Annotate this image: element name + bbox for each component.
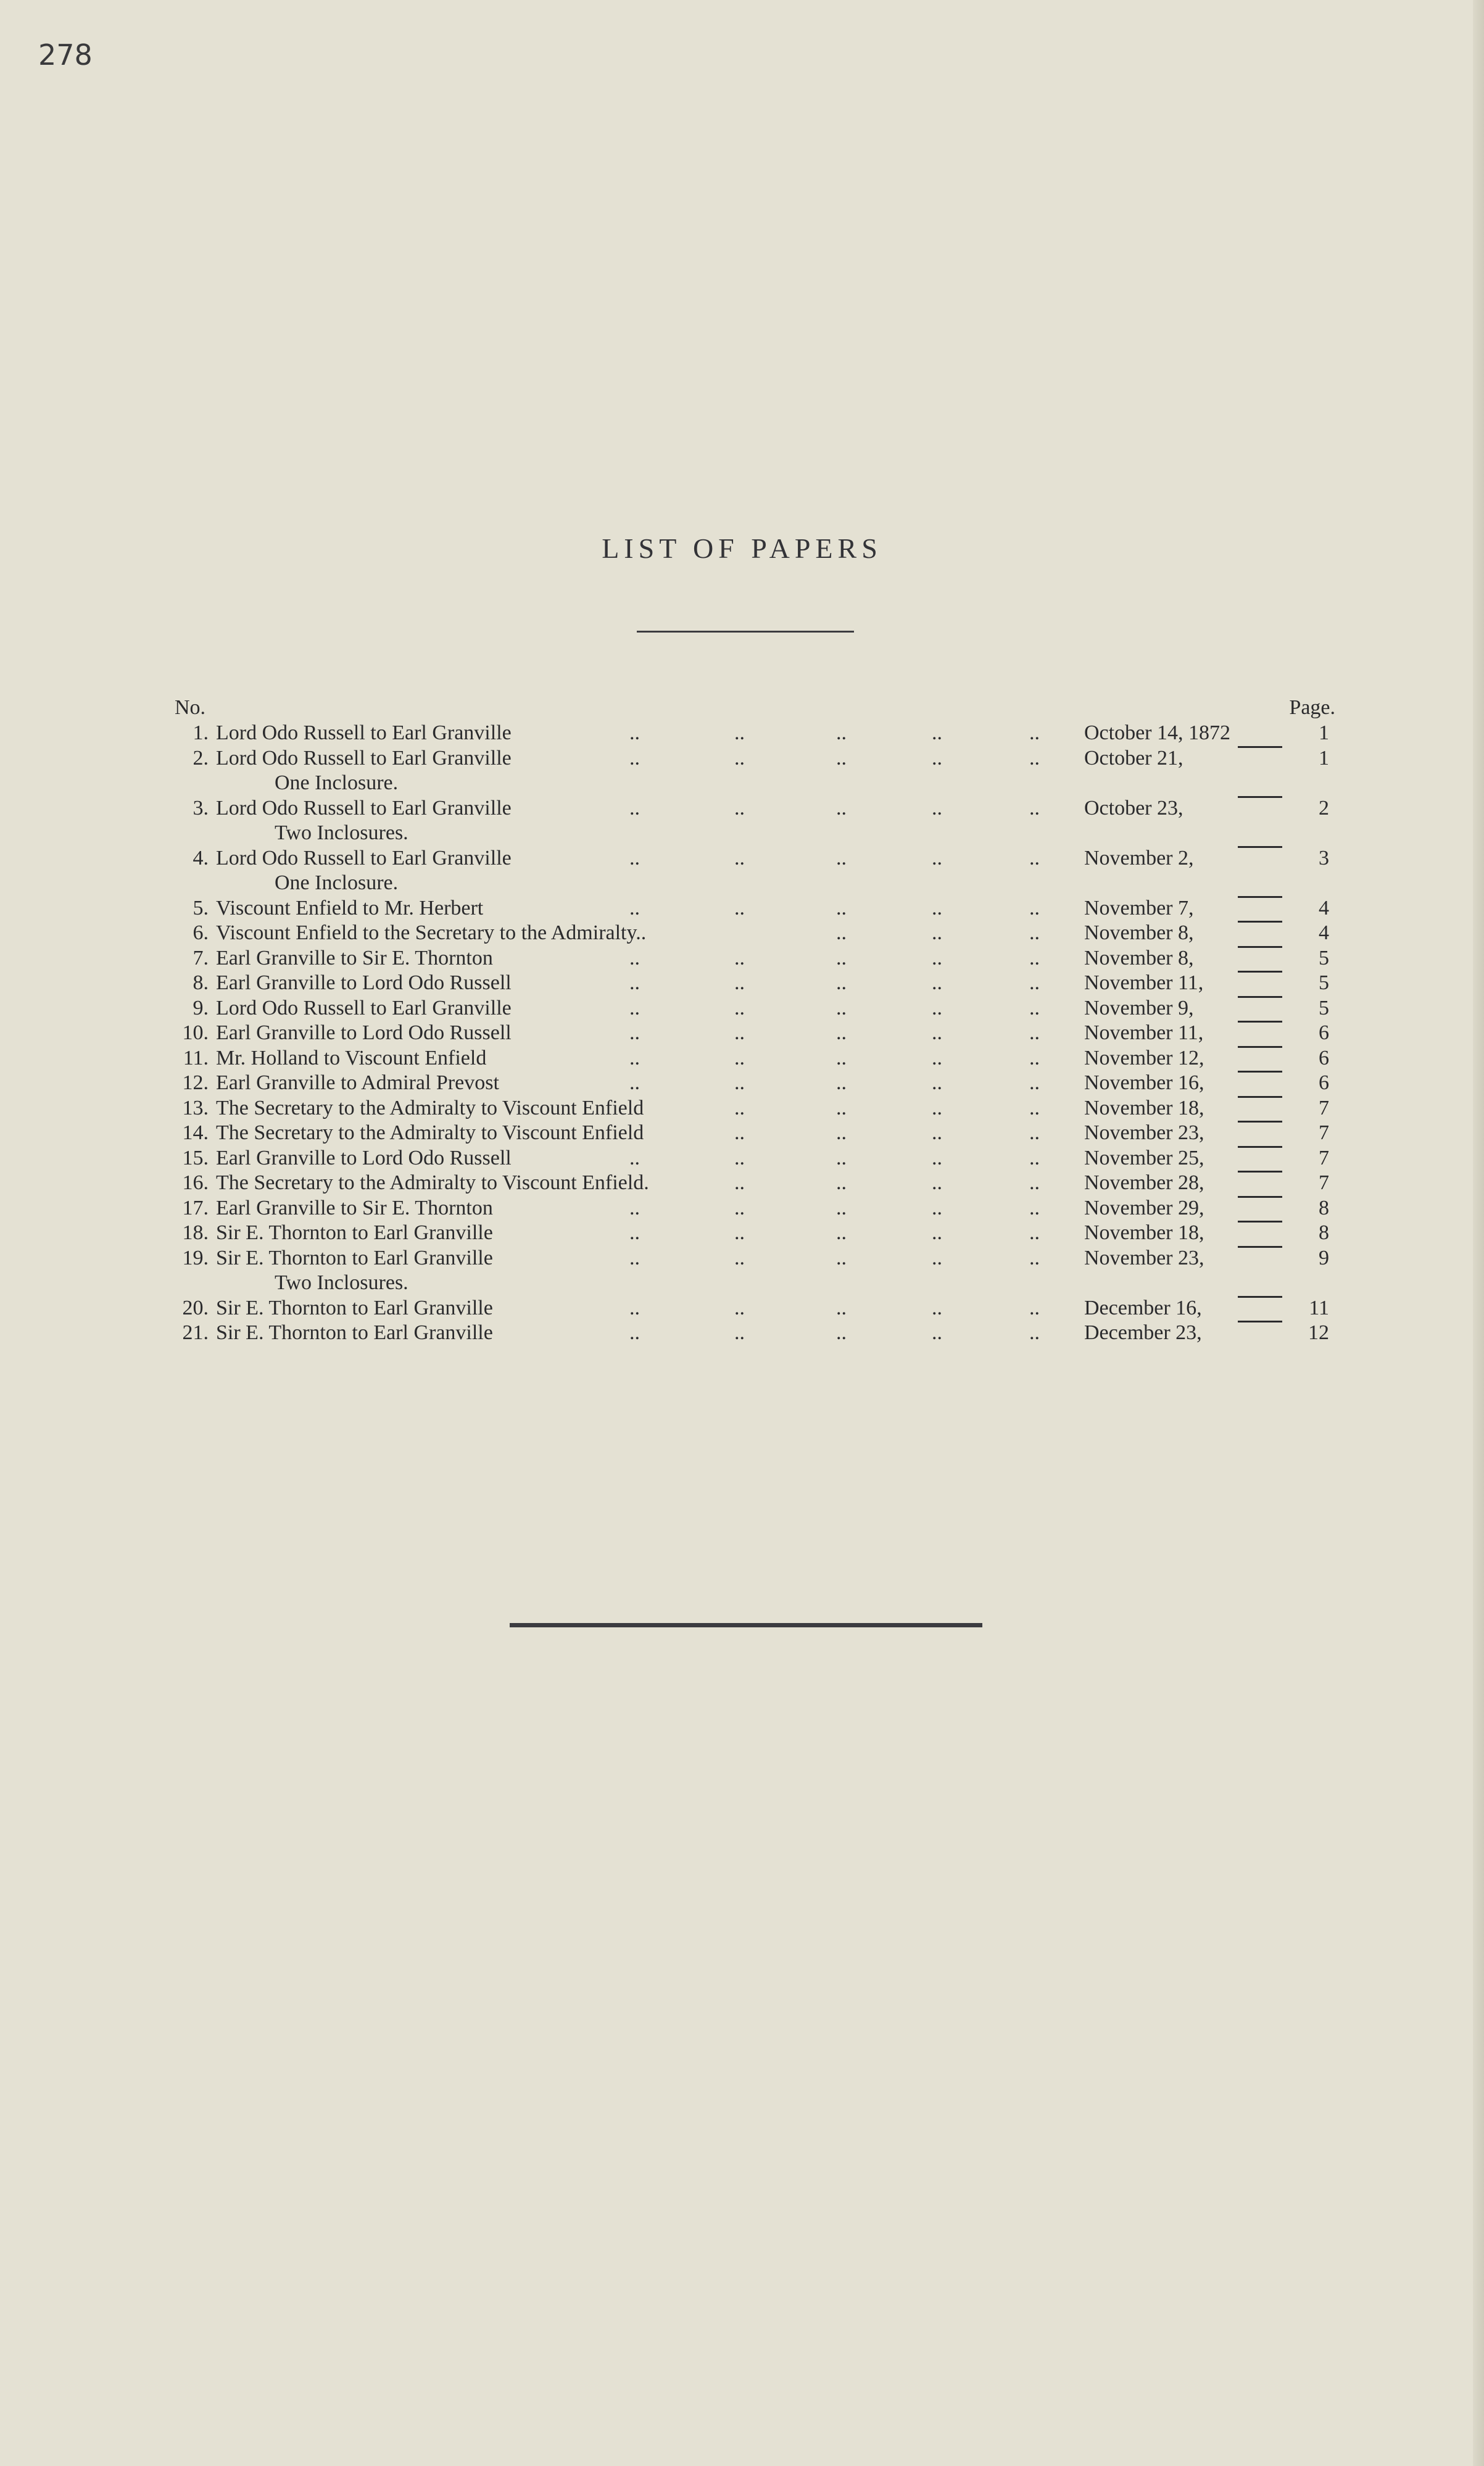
entry-number: 8. bbox=[193, 971, 209, 994]
entry-description: Earl Granville to Admiral Prevost bbox=[216, 1071, 499, 1094]
entry-page: 6 bbox=[1319, 1071, 1329, 1094]
leader-dots: .. bbox=[932, 1146, 942, 1169]
leader-dots: .. bbox=[629, 896, 640, 920]
list-item-line bbox=[0, 846, 1484, 871]
leader-dots: .. bbox=[1029, 1046, 1040, 1069]
leader-dots: .. bbox=[734, 1171, 745, 1194]
entry-number: 17. bbox=[182, 1196, 209, 1219]
entry-date: October 14, 1872 bbox=[1084, 721, 1231, 744]
leader-dots: .. bbox=[629, 721, 640, 744]
leader-dots: .. bbox=[1029, 1246, 1040, 1269]
leader-dots: .. bbox=[836, 1171, 847, 1194]
ditto-rule bbox=[1238, 996, 1282, 998]
ditto-rule bbox=[1238, 846, 1282, 848]
entry-page: 7 bbox=[1319, 1121, 1329, 1144]
ditto-rule bbox=[1238, 1321, 1282, 1322]
leader-dots: .. bbox=[629, 1046, 640, 1069]
leader-dots: .. bbox=[1029, 971, 1040, 994]
leader-dots: .. bbox=[836, 1146, 847, 1169]
leader-dots: .. bbox=[932, 746, 942, 770]
list-item bbox=[0, 1021, 1484, 1046]
leader-dots: .. bbox=[629, 1071, 640, 1094]
leader-dots: .. bbox=[629, 1196, 640, 1219]
list-item-line bbox=[0, 796, 1484, 821]
leader-dots: .. bbox=[629, 1221, 640, 1244]
leader-dots: .. bbox=[836, 721, 847, 744]
leader-dots: .. bbox=[734, 896, 745, 920]
ditto-rule bbox=[1238, 1171, 1282, 1173]
list-item bbox=[0, 796, 1484, 846]
entry-date: December 16, bbox=[1084, 1296, 1202, 1319]
leader-dots: .. bbox=[836, 746, 847, 770]
list-item bbox=[0, 921, 1484, 946]
leader-dots: .. bbox=[1029, 1121, 1040, 1144]
list-item-line bbox=[0, 721, 1484, 746]
page-title: LIST OF PAPERS bbox=[602, 533, 882, 564]
entry-description: Lord Odo Russell to Earl Granville bbox=[216, 796, 512, 820]
entry-inclosure: Two Inclosures. bbox=[275, 1271, 408, 1294]
column-header-page: Page. bbox=[1289, 696, 1335, 719]
entry-number: 1. bbox=[193, 721, 209, 744]
list-item bbox=[0, 1321, 1484, 1346]
leader-dots: .. bbox=[932, 921, 942, 944]
entry-page: 8 bbox=[1319, 1196, 1329, 1219]
leader-dots: .. bbox=[836, 971, 847, 994]
list-item bbox=[0, 1071, 1484, 1096]
leader-dots: .. bbox=[629, 846, 640, 870]
leader-dots: .. bbox=[932, 1046, 942, 1069]
entry-description: Lord Odo Russell to Earl Granville bbox=[216, 721, 512, 744]
list-item-line bbox=[0, 1146, 1484, 1171]
leader-dots: .. bbox=[1029, 846, 1040, 870]
leader-dots: .. bbox=[1029, 796, 1040, 820]
entry-description: Lord Odo Russell to Earl Granville bbox=[216, 746, 512, 770]
list-item-line bbox=[0, 946, 1484, 971]
leader-dots: .. bbox=[836, 896, 847, 920]
entry-number: 2. bbox=[193, 746, 209, 770]
leader-dots: .. bbox=[629, 1246, 640, 1269]
list-item-line bbox=[0, 1046, 1484, 1071]
leader-dots: .. bbox=[734, 1096, 745, 1119]
leader-dots: .. bbox=[629, 746, 640, 770]
entry-page: 5 bbox=[1319, 996, 1329, 1019]
leader-dots: .. bbox=[629, 1021, 640, 1044]
entry-page: 9 bbox=[1319, 1246, 1329, 1269]
list-item bbox=[0, 946, 1484, 971]
leader-dots: .. bbox=[836, 796, 847, 820]
leader-dots: .. bbox=[932, 796, 942, 820]
leader-dots: .. bbox=[932, 971, 942, 994]
entry-description: Viscount Enfield to the Secretary to the Admiralty.. bbox=[216, 921, 647, 944]
entry-inclosure: One Inclosure. bbox=[275, 771, 399, 794]
leader-dots: .. bbox=[932, 1196, 942, 1219]
list-item-line bbox=[0, 1021, 1484, 1046]
leader-dots: .. bbox=[629, 996, 640, 1019]
ditto-rule bbox=[1238, 1196, 1282, 1198]
leader-dots: .. bbox=[734, 1196, 745, 1219]
entry-page: 11 bbox=[1309, 1296, 1329, 1319]
list-item-line bbox=[0, 1171, 1484, 1196]
entry-description: Earl Granville to Lord Odo Russell bbox=[216, 1146, 512, 1169]
entry-number: 6. bbox=[193, 921, 209, 944]
entry-number: 3. bbox=[193, 796, 209, 820]
title-rule bbox=[637, 631, 854, 633]
leader-dots: .. bbox=[836, 1021, 847, 1044]
leader-dots: .. bbox=[629, 1321, 640, 1344]
list-item bbox=[0, 1196, 1484, 1221]
entry-description: Earl Granville to Lord Odo Russell bbox=[216, 1021, 512, 1044]
entry-date: November 28, bbox=[1084, 1171, 1204, 1194]
entry-description: Earl Granville to Lord Odo Russell bbox=[216, 971, 512, 994]
leader-dots: .. bbox=[836, 1071, 847, 1094]
leader-dots: .. bbox=[1029, 921, 1040, 944]
leader-dots: .. bbox=[932, 1171, 942, 1194]
leader-dots: .. bbox=[836, 1321, 847, 1344]
entry-description: The Secretary to the Admiralty to Viscount Enfield bbox=[216, 1121, 644, 1144]
ditto-rule bbox=[1238, 796, 1282, 798]
entry-page: 4 bbox=[1319, 921, 1329, 944]
leader-dots: .. bbox=[836, 996, 847, 1019]
entry-description: The Secretary to the Admiralty to Viscount Enfield. bbox=[216, 1171, 649, 1194]
leader-dots: .. bbox=[932, 1321, 942, 1344]
entry-page: 7 bbox=[1319, 1171, 1329, 1194]
column-header-no: No. bbox=[175, 696, 206, 719]
entry-description: Lord Odo Russell to Earl Granville bbox=[216, 996, 512, 1019]
list-item-line bbox=[0, 896, 1484, 921]
entry-number: 10. bbox=[182, 1021, 209, 1044]
entry-number: 16. bbox=[182, 1171, 209, 1194]
leader-dots: .. bbox=[932, 996, 942, 1019]
ditto-rule bbox=[1238, 921, 1282, 923]
leader-dots: .. bbox=[1029, 721, 1040, 744]
leader-dots: .. bbox=[734, 1046, 745, 1069]
list-item-line bbox=[0, 1296, 1484, 1321]
leader-dots: .. bbox=[734, 1071, 745, 1094]
entry-description: Sir E. Thornton to Earl Granville bbox=[216, 1321, 493, 1344]
ditto-rule bbox=[1238, 971, 1282, 973]
list-item bbox=[0, 1246, 1484, 1296]
leader-dots: .. bbox=[932, 1071, 942, 1094]
entry-page: 6 bbox=[1319, 1046, 1329, 1069]
leader-dots: .. bbox=[1029, 1221, 1040, 1244]
leader-dots: .. bbox=[1029, 1071, 1040, 1094]
list-item bbox=[0, 1121, 1484, 1146]
closing-rule bbox=[510, 1623, 982, 1627]
entry-description: Earl Granville to Sir E. Thornton bbox=[216, 1196, 493, 1219]
leader-dots: .. bbox=[1029, 896, 1040, 920]
list-item-line bbox=[0, 1121, 1484, 1146]
leader-dots: .. bbox=[932, 1296, 942, 1319]
leader-dots: .. bbox=[836, 1121, 847, 1144]
leader-dots: .. bbox=[836, 1196, 847, 1219]
leader-dots: .. bbox=[932, 946, 942, 969]
list-item bbox=[0, 996, 1484, 1021]
entry-description: Viscount Enfield to Mr. Herbert bbox=[216, 896, 484, 920]
entry-number: 18. bbox=[182, 1221, 209, 1244]
ditto-rule bbox=[1238, 1021, 1282, 1023]
list-item bbox=[0, 1296, 1484, 1321]
list-item bbox=[0, 721, 1484, 746]
entry-number: 4. bbox=[193, 846, 209, 870]
leader-dots: .. bbox=[1029, 1096, 1040, 1119]
papers-list bbox=[0, 721, 1484, 1346]
leader-dots: .. bbox=[932, 1221, 942, 1244]
entry-page: 5 bbox=[1319, 971, 1329, 994]
entry-date: November 25, bbox=[1084, 1146, 1204, 1169]
entry-date: November 8, bbox=[1084, 946, 1194, 969]
ditto-rule bbox=[1238, 1246, 1282, 1248]
list-item bbox=[0, 1096, 1484, 1121]
leader-dots: .. bbox=[734, 1246, 745, 1269]
leader-dots: .. bbox=[734, 946, 745, 969]
entry-number: 11. bbox=[183, 1046, 209, 1069]
list-item bbox=[0, 746, 1484, 796]
ditto-rule bbox=[1238, 1221, 1282, 1223]
entry-description: The Secretary to the Admiralty to Viscount Enfield bbox=[216, 1096, 644, 1119]
leader-dots: .. bbox=[932, 896, 942, 920]
leader-dots: .. bbox=[734, 971, 745, 994]
list-item bbox=[0, 1221, 1484, 1246]
ditto-rule bbox=[1238, 746, 1282, 748]
leader-dots: .. bbox=[1029, 1146, 1040, 1169]
entry-date: November 7, bbox=[1084, 896, 1194, 920]
leader-dots: .. bbox=[1029, 1196, 1040, 1219]
entry-date: November 11, bbox=[1084, 1021, 1204, 1044]
list-item-line bbox=[0, 996, 1484, 1021]
list-item bbox=[0, 971, 1484, 996]
leader-dots: .. bbox=[836, 1246, 847, 1269]
list-item bbox=[0, 1046, 1484, 1071]
entry-number: 21. bbox=[182, 1321, 209, 1344]
list-item-line bbox=[0, 1321, 1484, 1346]
entry-date: November 18, bbox=[1084, 1221, 1204, 1244]
entry-page: 6 bbox=[1319, 1021, 1329, 1044]
entry-page: 2 bbox=[1319, 796, 1329, 820]
entry-number: 12. bbox=[182, 1071, 209, 1094]
leader-dots: .. bbox=[836, 1221, 847, 1244]
leader-dots: .. bbox=[836, 1046, 847, 1069]
entry-page: 5 bbox=[1319, 946, 1329, 969]
list-item-line bbox=[0, 1196, 1484, 1221]
entry-date: November 11, bbox=[1084, 971, 1204, 994]
leader-dots: .. bbox=[629, 946, 640, 969]
entry-page: 1 bbox=[1319, 746, 1329, 770]
ditto-rule bbox=[1238, 1096, 1282, 1098]
entry-number: 14. bbox=[182, 1121, 209, 1144]
leader-dots: .. bbox=[932, 1246, 942, 1269]
entry-description: Sir E. Thornton to Earl Granville bbox=[216, 1296, 493, 1319]
leader-dots: .. bbox=[629, 1146, 640, 1169]
entry-inclosure: One Inclosure. bbox=[275, 871, 399, 894]
leader-dots: .. bbox=[1029, 996, 1040, 1019]
leader-dots: .. bbox=[932, 846, 942, 870]
entry-date: November 2, bbox=[1084, 846, 1194, 870]
leader-dots: .. bbox=[734, 721, 745, 744]
ditto-rule bbox=[1238, 1071, 1282, 1073]
entry-inclosure: Two Inclosures. bbox=[275, 821, 408, 844]
ditto-rule bbox=[1238, 896, 1282, 898]
entry-number: 7. bbox=[193, 946, 209, 969]
entry-description: Lord Odo Russell to Earl Granville bbox=[216, 846, 512, 870]
leader-dots: .. bbox=[836, 1096, 847, 1119]
leader-dots: .. bbox=[932, 721, 942, 744]
entry-page: 7 bbox=[1319, 1146, 1329, 1169]
entry-number: 9. bbox=[193, 996, 209, 1019]
entry-date: November 9, bbox=[1084, 996, 1194, 1019]
leader-dots: .. bbox=[1029, 1021, 1040, 1044]
leader-dots: .. bbox=[1029, 1296, 1040, 1319]
leader-dots: .. bbox=[836, 921, 847, 944]
entry-description: Sir E. Thornton to Earl Granville bbox=[216, 1221, 493, 1244]
entry-date: November 23, bbox=[1084, 1246, 1204, 1269]
leader-dots: .. bbox=[836, 946, 847, 969]
entry-date: December 23, bbox=[1084, 1321, 1202, 1344]
list-item bbox=[0, 846, 1484, 896]
leader-dots: .. bbox=[932, 1121, 942, 1144]
list-item-line bbox=[0, 971, 1484, 996]
list-item-line bbox=[0, 1096, 1484, 1121]
list-item-line bbox=[0, 1221, 1484, 1246]
list-item-line bbox=[0, 746, 1484, 771]
entry-description: Mr. Holland to Viscount Enfield bbox=[216, 1046, 487, 1069]
entry-page: 4 bbox=[1319, 896, 1329, 920]
leader-dots: .. bbox=[734, 996, 745, 1019]
leader-dots: .. bbox=[734, 1296, 745, 1319]
leader-dots: .. bbox=[629, 1296, 640, 1319]
entry-page: 12 bbox=[1308, 1321, 1329, 1344]
entry-page: 8 bbox=[1319, 1221, 1329, 1244]
leader-dots: .. bbox=[932, 1096, 942, 1119]
entry-number: 19. bbox=[182, 1246, 209, 1269]
ditto-rule bbox=[1238, 1146, 1282, 1148]
leader-dots: .. bbox=[734, 746, 745, 770]
entry-number: 5. bbox=[193, 896, 209, 920]
entry-date: November 12, bbox=[1084, 1046, 1204, 1069]
entry-date: November 16, bbox=[1084, 1071, 1204, 1094]
ditto-rule bbox=[1238, 946, 1282, 948]
entry-date: October 21, bbox=[1084, 746, 1183, 770]
leader-dots: .. bbox=[629, 971, 640, 994]
leader-dots: .. bbox=[1029, 746, 1040, 770]
list-item-line bbox=[0, 1071, 1484, 1096]
entry-number: 13. bbox=[182, 1096, 209, 1119]
leader-dots: .. bbox=[629, 796, 640, 820]
leader-dots: .. bbox=[734, 796, 745, 820]
list-item-line bbox=[0, 1246, 1484, 1271]
entry-number: 20. bbox=[182, 1296, 209, 1319]
entry-date: November 23, bbox=[1084, 1121, 1204, 1144]
leader-dots: .. bbox=[1029, 1321, 1040, 1344]
entry-date: November 29, bbox=[1084, 1196, 1204, 1219]
ditto-rule bbox=[1238, 1121, 1282, 1123]
list-item bbox=[0, 1171, 1484, 1196]
entry-page: 3 bbox=[1319, 846, 1329, 870]
entry-description: Earl Granville to Sir E. Thornton bbox=[216, 946, 493, 969]
leader-dots: .. bbox=[836, 846, 847, 870]
leader-dots: .. bbox=[734, 846, 745, 870]
entry-page: 1 bbox=[1319, 721, 1329, 744]
list-item bbox=[0, 896, 1484, 921]
page-number: 278 bbox=[38, 38, 93, 72]
list-item-line bbox=[0, 921, 1484, 946]
leader-dots: .. bbox=[836, 1296, 847, 1319]
entry-page: 7 bbox=[1319, 1096, 1329, 1119]
leader-dots: .. bbox=[1029, 946, 1040, 969]
leader-dots: .. bbox=[734, 1021, 745, 1044]
list-item bbox=[0, 1146, 1484, 1171]
entry-date: October 23, bbox=[1084, 796, 1183, 820]
entry-description: Sir E. Thornton to Earl Granville bbox=[216, 1246, 493, 1269]
ditto-rule bbox=[1238, 1046, 1282, 1048]
entry-number: 15. bbox=[182, 1146, 209, 1169]
leader-dots: .. bbox=[734, 1221, 745, 1244]
leader-dots: .. bbox=[734, 1321, 745, 1344]
ditto-rule bbox=[1238, 1296, 1282, 1298]
leader-dots: .. bbox=[734, 1121, 745, 1144]
leader-dots: .. bbox=[932, 1021, 942, 1044]
leader-dots: .. bbox=[1029, 1171, 1040, 1194]
entry-date: November 8, bbox=[1084, 921, 1194, 944]
leader-dots: .. bbox=[734, 1146, 745, 1169]
entry-date: November 18, bbox=[1084, 1096, 1204, 1119]
